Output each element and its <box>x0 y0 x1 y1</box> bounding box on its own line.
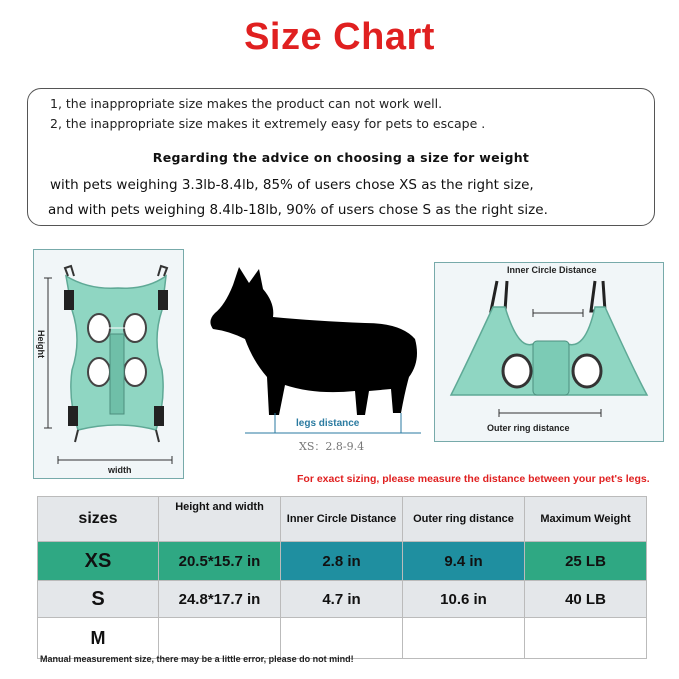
cell-inner-circle: 4.7 in <box>281 581 403 618</box>
advice-heading: Regarding the advice on choosing a size for weight <box>152 150 530 165</box>
header-inner-circle: Inner Circle Distance <box>281 497 403 542</box>
harness-shaped-illustration <box>435 263 663 441</box>
cell-size: XS <box>38 542 159 581</box>
cell-height-width <box>159 618 281 659</box>
table-row <box>38 581 647 618</box>
cell-inner-circle <box>281 618 403 659</box>
note-line-1: 1, the inappropriate size makes the product can not work well. <box>50 96 443 111</box>
page-title: Size Chart <box>244 16 435 58</box>
cell-outer-ring: 9.4 in <box>403 542 525 581</box>
cell-height-width: 24.8*17.7 in <box>159 581 281 618</box>
cell-max-weight: 40 LB <box>525 581 647 618</box>
note-line-2: 2, the inappropriate size makes it extremely easy for pets to escape . <box>50 116 486 131</box>
header-outer-ring: Outer ring distance <box>403 497 525 542</box>
inner-circle-label: Inner Circle Distance <box>507 265 597 275</box>
cell-inner-circle: 2.8 in <box>281 542 403 581</box>
harness-flat-panel <box>33 249 184 479</box>
exact-sizing-note: For exact sizing, please measure the distance between your pet's legs. <box>297 473 650 485</box>
advice-line-2: and with pets weighing 8.4lb-18lb, 90% of users chose S as the right size. <box>48 202 548 218</box>
cell-outer-ring <box>403 618 525 659</box>
cell-size: S <box>38 581 159 618</box>
cell-size: M <box>38 618 159 659</box>
header-sizes: sizes <box>38 497 159 542</box>
cell-max-weight <box>525 618 647 659</box>
header-max-weight: Maximum Weight <box>525 497 647 542</box>
size-table <box>37 496 647 659</box>
harness-flat-illustration <box>34 250 183 478</box>
table-row <box>38 618 647 659</box>
cell-height-width: 20.5*15.7 in <box>159 542 281 581</box>
advice-line-1: with pets weighing 3.3lb-8.4lb, 85% of users chose XS as the right size, <box>50 177 534 193</box>
header-height-width: Height and width <box>159 497 281 542</box>
harness-shaped-panel <box>434 262 664 442</box>
table-header-row <box>38 497 647 542</box>
cell-outer-ring: 10.6 in <box>403 581 525 618</box>
legs-distance-value: XS：2.8-9.4 <box>299 440 365 453</box>
width-label: width <box>108 465 132 475</box>
notes-box <box>27 88 655 226</box>
outer-ring-label: Outer ring distance <box>487 423 570 433</box>
height-label: Height <box>36 330 46 358</box>
cell-max-weight: 25 LB <box>525 542 647 581</box>
footnote: Manual measurement size, there may be a little error, please do not mind! <box>40 654 354 664</box>
table-row <box>38 542 647 581</box>
legs-distance-label: legs distance <box>296 418 360 429</box>
